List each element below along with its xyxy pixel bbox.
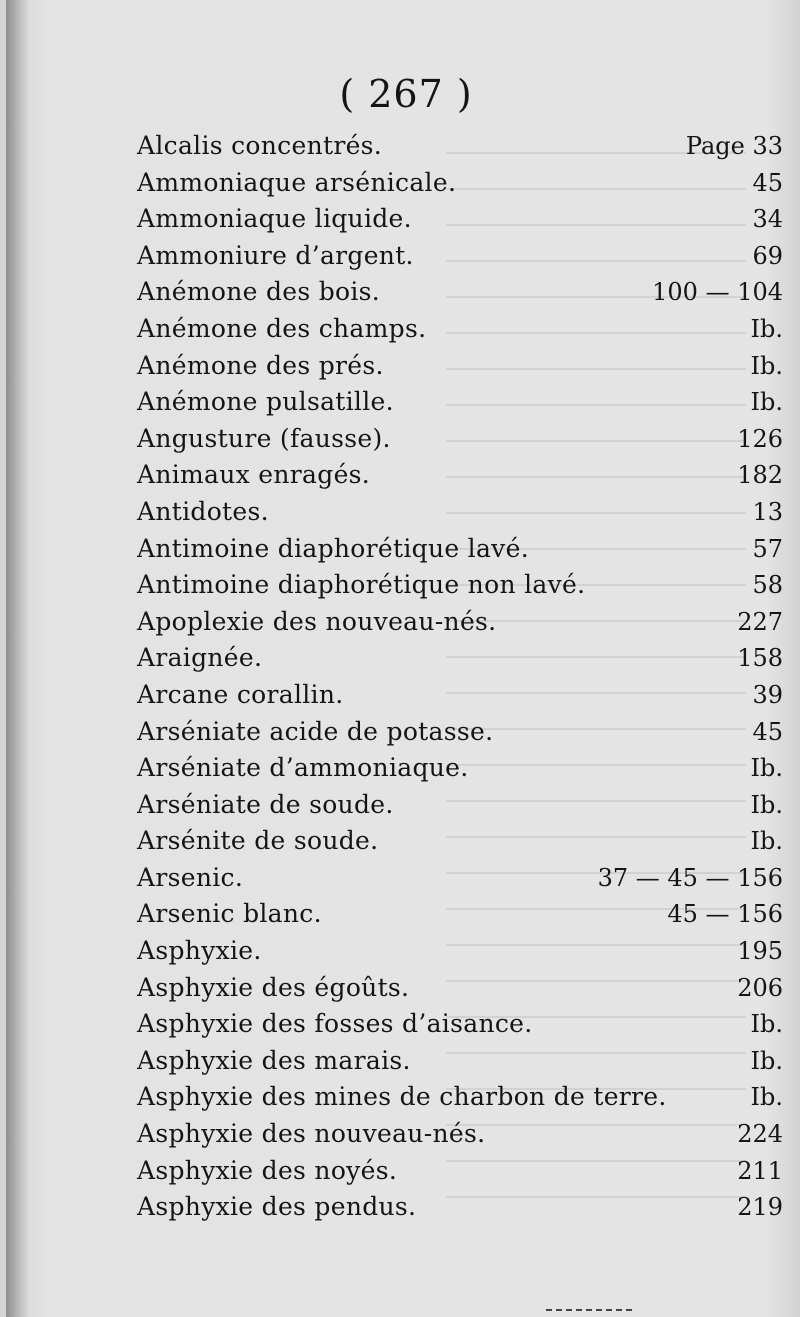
index-entry bbox=[137, 787, 783, 824]
index-entry-term: Araignée. bbox=[137, 643, 263, 673]
index-entry-term: Antidotes. bbox=[137, 496, 269, 526]
index-entry bbox=[137, 1079, 783, 1116]
index-entry-term: Arséniate de soude. bbox=[137, 789, 394, 819]
index-entry-term: Asphyxie des fosses d’aisance. bbox=[137, 1009, 533, 1039]
index-entry bbox=[137, 457, 783, 494]
index-entry bbox=[137, 567, 783, 604]
index-entry-page-reference: 158 bbox=[737, 644, 783, 673]
index-entry bbox=[137, 896, 783, 933]
index-entry-term: Arséniate acide de potasse. bbox=[137, 716, 494, 746]
index-entry-term: Asphyxie des égoûts. bbox=[137, 972, 410, 1002]
index-entry-page-reference: 69 bbox=[752, 241, 783, 270]
index-entry-page-reference: 211 bbox=[737, 1156, 783, 1185]
index-entry bbox=[137, 238, 783, 275]
index-entry-term: Anémone des bois. bbox=[137, 277, 381, 307]
index-entry-term: Anémone des champs. bbox=[137, 313, 427, 343]
index-entry bbox=[137, 1116, 783, 1153]
index-entry-term: Asphyxie des pendus. bbox=[137, 1192, 417, 1222]
index-entry-term: Asphyxie des nouveau-nés. bbox=[137, 1119, 486, 1149]
index-entry-page-reference: Ib. bbox=[750, 1046, 783, 1075]
index-entry-page-reference: Ib. bbox=[750, 1010, 783, 1039]
index-entry-page-reference: 37 — 45 — 156 bbox=[597, 863, 783, 892]
index-entry bbox=[137, 311, 783, 348]
index-entry-list bbox=[137, 128, 783, 1226]
index-entry-page-reference: Ib. bbox=[750, 1083, 783, 1112]
index-entry-term: Ammoniaque arsénicale. bbox=[137, 167, 457, 197]
index-entry-term: Arsenic. bbox=[137, 862, 244, 892]
index-entry-term: Animaux enragés. bbox=[137, 460, 371, 490]
index-entry bbox=[137, 823, 783, 860]
index-entry-page-reference: 45 — 156 bbox=[667, 900, 783, 929]
index-entry-page-reference: 206 bbox=[737, 973, 783, 1002]
index-entry-page-reference: 126 bbox=[737, 424, 783, 453]
index-entry bbox=[137, 933, 783, 970]
index-entry-term: Asphyxie des noyés. bbox=[137, 1155, 398, 1185]
index-entry-term: Anémone des prés. bbox=[137, 350, 384, 380]
index-entry-page-reference: Ib. bbox=[750, 388, 783, 417]
index-entry-term: Arséniate d’ammoniaque. bbox=[137, 753, 469, 783]
index-entry-page-reference: 182 bbox=[737, 461, 783, 490]
index-entry-page-reference: 100 — 104 bbox=[652, 278, 783, 307]
index-entry-term: Angusture (fausse). bbox=[137, 423, 391, 453]
index-entry-term: Arsénite de soude. bbox=[137, 826, 379, 856]
index-entry-term: Arsenic blanc. bbox=[137, 899, 322, 929]
index-entry bbox=[137, 1189, 783, 1226]
index-entry bbox=[137, 348, 783, 385]
index-entry-term: Ammoniure d’argent. bbox=[137, 240, 414, 270]
index-entry bbox=[137, 1006, 783, 1043]
index-entry-page-reference: Ib. bbox=[750, 351, 783, 380]
index-entry bbox=[137, 1043, 783, 1080]
index-entry-term: Ammoniaque liquide. bbox=[137, 204, 412, 234]
index-entry-page-reference: 45 bbox=[752, 168, 783, 197]
index-entry bbox=[137, 714, 783, 751]
index-entry-page-reference: Ib. bbox=[750, 314, 783, 343]
index-entry-page-reference: 224 bbox=[737, 1120, 783, 1149]
index-entry bbox=[137, 604, 783, 641]
index-entry-term: Antimoine diaphorétique non lavé. bbox=[137, 570, 586, 600]
index-entry-page-reference: 57 bbox=[752, 534, 783, 563]
index-entry-page-reference: Ib. bbox=[750, 827, 783, 856]
index-entry bbox=[137, 677, 783, 714]
index-entry-term: Apoplexie des nouveau-nés. bbox=[137, 606, 497, 636]
index-entry-page-reference: Page 33 bbox=[685, 132, 783, 160]
index-entry-page-reference: Ib. bbox=[750, 754, 783, 783]
index-entry bbox=[137, 970, 783, 1007]
index-entry-page-reference: 227 bbox=[737, 607, 783, 636]
index-entry-term: Arcane corallin. bbox=[137, 679, 344, 709]
index-entry bbox=[137, 1153, 783, 1190]
index-entry-page-reference: 45 bbox=[752, 717, 783, 746]
index-entry-page-reference: Ib. bbox=[750, 790, 783, 819]
index-entry-term: Alcalis concentrés. bbox=[137, 131, 383, 160]
index-entry bbox=[137, 128, 783, 165]
bottom-mark bbox=[546, 1309, 636, 1311]
index-entry bbox=[137, 494, 783, 531]
index-entry bbox=[137, 421, 783, 458]
index-entry-page-reference: 58 bbox=[752, 571, 783, 600]
index-entry bbox=[137, 165, 783, 202]
book-spine-shadow bbox=[6, 0, 28, 1317]
index-entry bbox=[137, 531, 783, 568]
index-entry-term: Asphyxie des mines de charbon de terre. bbox=[137, 1082, 667, 1112]
index-entry-page-reference: 219 bbox=[737, 1193, 783, 1222]
index-entry bbox=[137, 640, 783, 677]
index-entry-term: Anémone pulsatille. bbox=[137, 387, 394, 417]
index-entry-page-reference: 34 bbox=[752, 205, 783, 234]
index-entry bbox=[137, 860, 783, 897]
index-entry-term: Asphyxie. bbox=[137, 936, 262, 966]
index-entry-page-reference: 13 bbox=[752, 497, 783, 526]
index-entry-term: Antimoine diaphorétique lavé. bbox=[137, 533, 529, 563]
index-entry bbox=[137, 384, 783, 421]
page-number: ( 267 ) bbox=[339, 72, 473, 116]
index-entry-page-reference: 39 bbox=[752, 680, 783, 709]
index-entry bbox=[137, 274, 783, 311]
index-entry-term: Asphyxie des marais. bbox=[137, 1045, 411, 1075]
book-page bbox=[6, 0, 800, 1317]
index-entry bbox=[137, 201, 783, 238]
index-entry bbox=[137, 750, 783, 787]
index-entry-page-reference: 195 bbox=[737, 937, 783, 966]
